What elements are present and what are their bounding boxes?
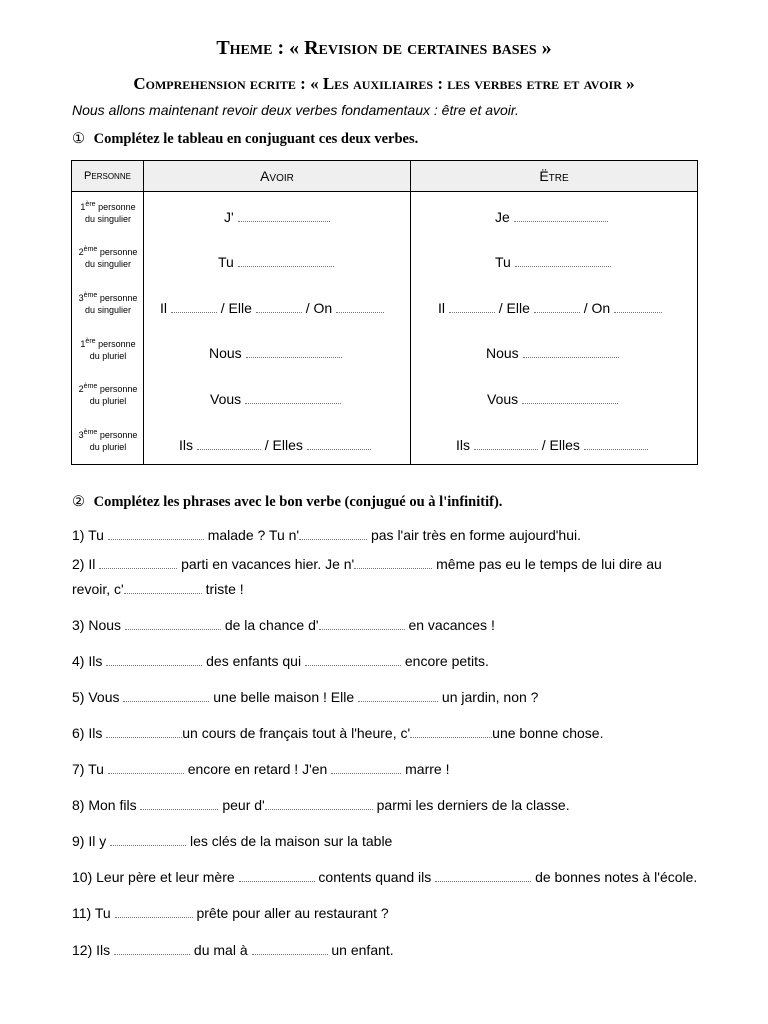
answer-blank[interactable] bbox=[99, 554, 177, 569]
avoir-cell[interactable]: J' bbox=[224, 207, 330, 225]
etre-cell[interactable]: Tu bbox=[495, 252, 611, 270]
answer-blank[interactable] bbox=[108, 759, 184, 774]
answer-blank[interactable] bbox=[114, 940, 190, 955]
answer-blank[interactable] bbox=[299, 525, 367, 540]
etre-cell[interactable]: Il / Elle / On bbox=[438, 298, 662, 316]
answer-blank[interactable] bbox=[319, 615, 405, 630]
avoir-cell[interactable]: Nous bbox=[209, 343, 342, 361]
etre-cell[interactable]: Ils / Elles bbox=[456, 435, 648, 453]
answer-blank[interactable] bbox=[410, 723, 492, 738]
etre-cell[interactable]: Je bbox=[495, 207, 608, 225]
answer-blank[interactable] bbox=[115, 903, 193, 918]
answer-blank[interactable] bbox=[331, 759, 401, 774]
exercise-item: 1) Tu malade ? Tu n' pas l'air très en forme aujourd'hui. bbox=[72, 527, 581, 543]
etre-cell[interactable]: Vous bbox=[487, 389, 618, 407]
worksheet-title: Theme : « Revision de certaines bases » bbox=[216, 37, 552, 59]
answer-blank[interactable] bbox=[123, 687, 209, 702]
header-personne: Personne bbox=[84, 170, 131, 182]
question-1 bbox=[72, 131, 418, 148]
exercise-item: revoir, c' triste ! bbox=[72, 581, 244, 597]
answer-blank[interactable] bbox=[106, 723, 182, 738]
person-label: 2ème personne du singulier bbox=[78, 246, 138, 269]
question-text: Complétez les phrases avec le bon verbe (conjugué ou à l'infinitif). bbox=[93, 494, 503, 510]
person-label: 1ère personne du singulier bbox=[80, 201, 136, 224]
exercise-item: 11) Tu prête pour aller au restaurant ? bbox=[72, 905, 389, 921]
answer-blank[interactable] bbox=[265, 795, 373, 810]
answer-blank[interactable] bbox=[305, 651, 401, 666]
answer-blank[interactable] bbox=[110, 831, 186, 846]
avoir-cell[interactable]: Il / Elle / On bbox=[160, 298, 384, 316]
exercise-item: 9) Il y les clés de la maison sur la table bbox=[72, 833, 393, 849]
answer-blank[interactable] bbox=[106, 651, 202, 666]
question-number: ② bbox=[72, 494, 85, 510]
answer-blank[interactable] bbox=[358, 687, 438, 702]
answer-blank[interactable] bbox=[140, 795, 218, 810]
worksheet-subtitle: Comprehension ecrite : « Les auxiliaires : les verbes etre et avoir » bbox=[133, 74, 635, 93]
exercise-item: 10) Leur père et leur mère contents quand ils de bonnes notes à l'école. bbox=[72, 869, 698, 885]
conjugation-table bbox=[71, 160, 698, 465]
person-label: 2ème personne du pluriel bbox=[78, 383, 138, 406]
etre-cell[interactable]: Nous bbox=[486, 343, 619, 361]
exercise-item: 12) Ils du mal à un enfant. bbox=[72, 942, 394, 958]
intro-text: Nous allons maintenant revoir deux verbes fondamentaux : être et avoir. bbox=[72, 102, 519, 118]
avoir-cell[interactable]: Tu bbox=[218, 252, 334, 270]
answer-blank[interactable] bbox=[239, 867, 315, 882]
exercise-item: 8) Mon fils peur d' parmi les derniers de la classe. bbox=[72, 797, 570, 813]
answer-blank[interactable] bbox=[435, 867, 531, 882]
answer-blank[interactable] bbox=[124, 579, 202, 594]
avoir-cell[interactable]: Ils / Elles bbox=[179, 435, 371, 453]
question-text: Complétez le tableau en conjuguant ces deux verbes. bbox=[93, 131, 419, 147]
exercise-item: 2) Il parti en vacances hier. Je n' même pas eu le temps de lui dire au bbox=[72, 556, 662, 572]
exercise-item: 6) Ils un cours de français tout à l'heure, c' une bonne chose. bbox=[72, 725, 604, 741]
person-label: 3ème personne du pluriel bbox=[78, 429, 138, 452]
answer-blank[interactable] bbox=[252, 940, 328, 955]
question-2 bbox=[72, 494, 502, 511]
header-etre: Ëtre bbox=[539, 168, 569, 184]
person-label: 1ère personne du pluriel bbox=[80, 338, 136, 361]
question-number: ① bbox=[72, 131, 85, 147]
exercise-item: 3) Nous de la chance d' en vacances ! bbox=[72, 617, 495, 633]
exercise-item: 7) Tu encore en retard ! J'en marre ! bbox=[72, 761, 450, 777]
avoir-cell[interactable]: Vous bbox=[210, 389, 341, 407]
answer-blank[interactable] bbox=[354, 554, 432, 569]
answer-blank[interactable] bbox=[125, 615, 221, 630]
answer-blank[interactable] bbox=[108, 525, 204, 540]
header-avoir: Avoir bbox=[260, 168, 294, 184]
exercise-item: 4) Ils des enfants qui encore petits. bbox=[72, 653, 489, 669]
exercise-item: 5) Vous une belle maison ! Elle un jardin, non ? bbox=[72, 689, 539, 705]
person-label: 3ème personne du singulier bbox=[78, 292, 138, 315]
